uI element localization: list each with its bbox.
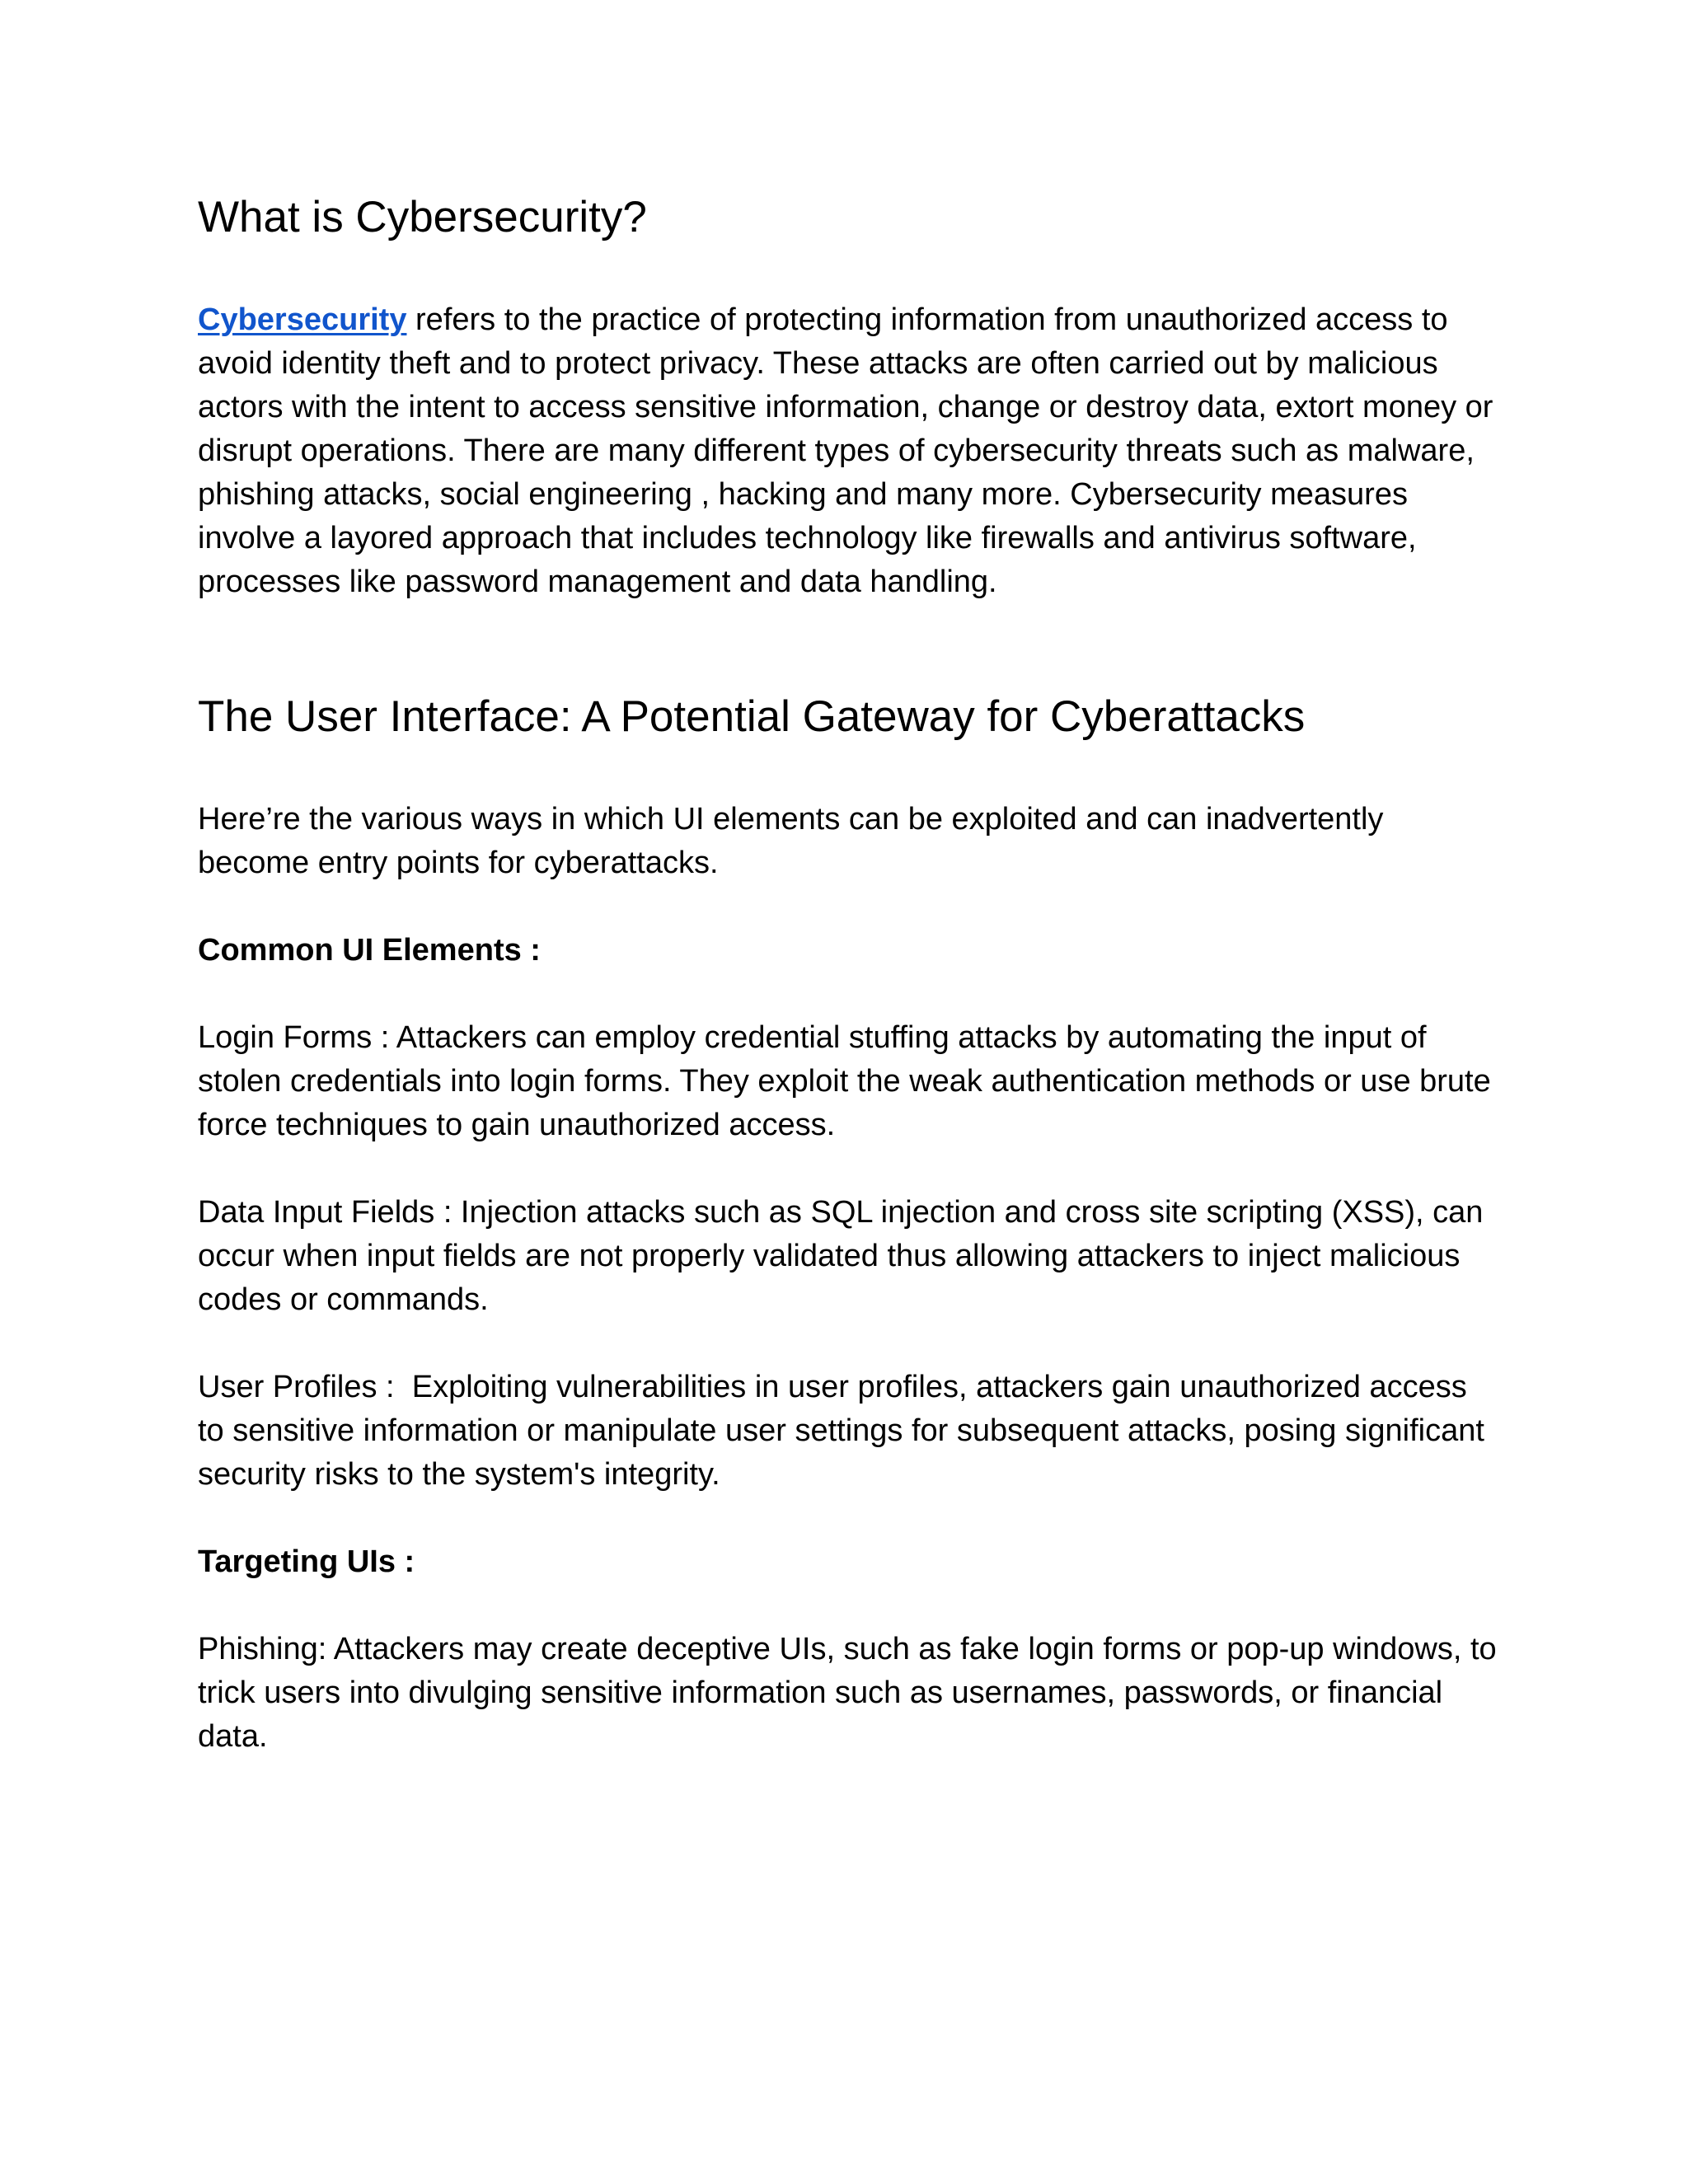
user-profiles-paragraph: User Profiles : Exploiting vulnerabilities in user profiles, attackers gain unauthorized access to sensitive information or manipulate user settings for subsequent attacks, posing significant security risks to the system's integrity. xyxy=(198,1370,1493,1492)
cybersecurity-link[interactable]: Cybersecurity xyxy=(198,302,407,337)
subheading-common-ui-elements: Common UI Elements : xyxy=(198,933,541,968)
heading-user-interface-gateway: The User Interface: A Potential Gateway for Cyberattacks xyxy=(198,692,1306,741)
subheading-targeting-uis: Targeting UIs : xyxy=(198,1544,415,1579)
cybersecurity-definition-paragraph xyxy=(198,298,1503,604)
definition-text: refers to the practice of protecting information from unauthorized access to avoid identity theft and to protect privacy. These attacks are often carried out by malicious actors with the intent to access sensitive information, change or destroy data, extort money or disrupt operations. There are many different types of cybersecurity threats such as malware, phishing attacks, social engineering , hacking and many more. Cybersecurity measures involve a layored approach that includes technology like firewalls and antivirus software, processes like password management and data handling. xyxy=(198,302,1503,599)
phishing-paragraph: Phishing: Attackers may create deceptive UIs, such as fake login forms or pop-up windows, to trick users into divulging sensitive information such as usernames, passwords, or financial data. xyxy=(198,1632,1497,1754)
heading-what-is-cybersecurity: What is Cybersecurity? xyxy=(198,193,647,241)
data-input-fields-paragraph: Data Input Fields : Injection attacks such as SQL injection and cross site scripting (XSS), can occur when input fields are not properly validated thus allowing attackers to inject malicious codes or commands. xyxy=(198,1195,1484,1317)
login-forms-paragraph: Login Forms : Attackers can employ credential stuffing attacks by automating the input of stolen credentials into login forms. They exploit the weak authentication methods or use brute force techniques to gain unauthorized access. xyxy=(198,1020,1491,1142)
document-page xyxy=(198,191,1503,1759)
ui-exploit-intro-paragraph: Here’re the various ways in which UI elements can be exploited and can inadvertently become entry points for cyberattacks. xyxy=(198,802,1384,880)
